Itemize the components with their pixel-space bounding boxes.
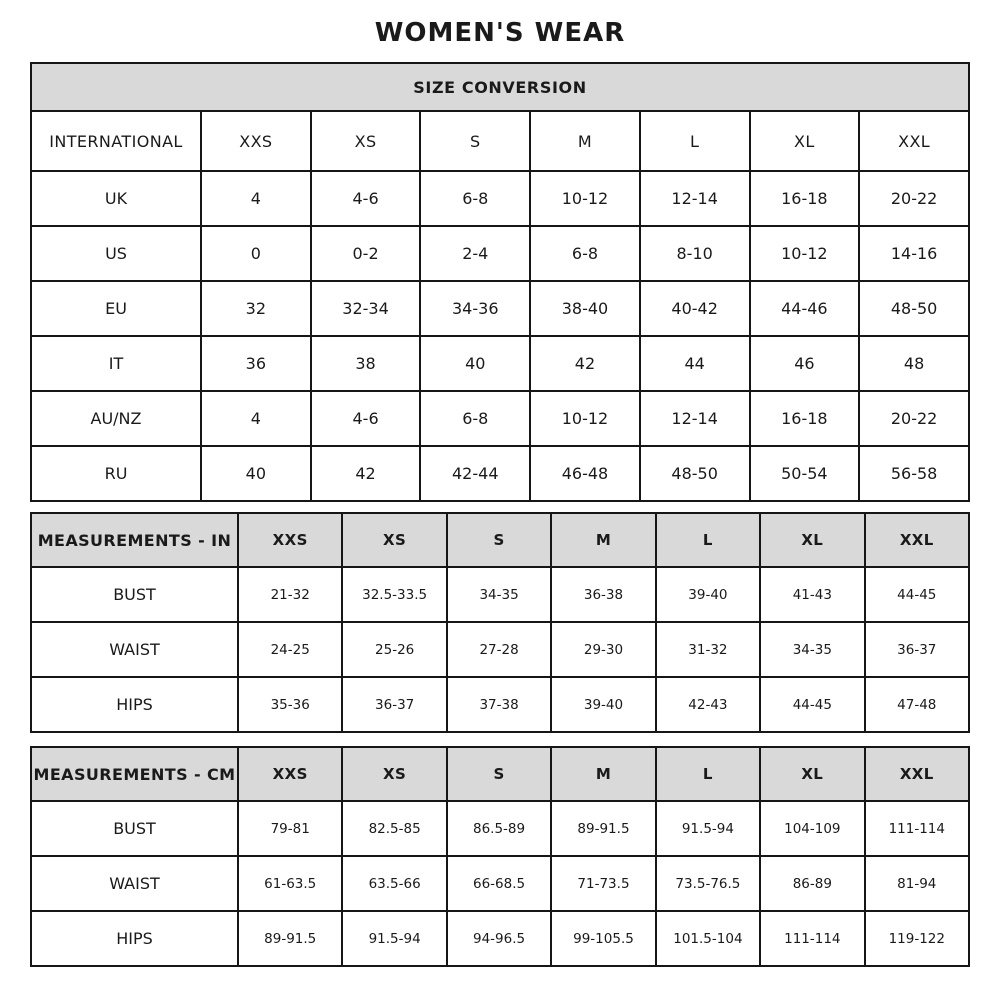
size-value: 38 bbox=[311, 336, 421, 391]
size-value: 16-18 bbox=[750, 391, 860, 446]
measurement-value: 81-94 bbox=[865, 856, 969, 911]
size-value: 42-44 bbox=[420, 446, 530, 501]
table-row bbox=[31, 567, 969, 622]
measurement-value: 32.5-33.5 bbox=[342, 567, 446, 622]
measurement-value: 71-73.5 bbox=[551, 856, 655, 911]
measurement-value: 44-45 bbox=[865, 567, 969, 622]
size-value: 0 bbox=[201, 226, 311, 281]
measurement-value: 39-40 bbox=[656, 567, 760, 622]
row-label: BUST bbox=[31, 567, 238, 622]
size-value: 48-50 bbox=[640, 446, 750, 501]
column-header: XL bbox=[750, 111, 860, 171]
row-label: UK bbox=[31, 171, 201, 226]
size-value: 56-58 bbox=[859, 446, 969, 501]
table-title: MEASUREMENTS - IN bbox=[31, 513, 238, 567]
column-header: M bbox=[551, 513, 655, 567]
size-value: 42 bbox=[311, 446, 421, 501]
measurement-value: 73.5-76.5 bbox=[656, 856, 760, 911]
measurement-value: 86-89 bbox=[760, 856, 864, 911]
size-value: 32-34 bbox=[311, 281, 421, 336]
measurement-value: 37-38 bbox=[447, 677, 551, 732]
size-value: 40 bbox=[201, 446, 311, 501]
table-row bbox=[31, 111, 969, 171]
table-row bbox=[31, 801, 969, 856]
column-header: S bbox=[447, 513, 551, 567]
size-value: 50-54 bbox=[750, 446, 860, 501]
column-header: XS bbox=[342, 747, 446, 801]
column-header: INTERNATIONAL bbox=[31, 111, 201, 171]
measurements-cm-table bbox=[30, 746, 970, 967]
row-label: AU/NZ bbox=[31, 391, 201, 446]
measurement-value: 99-105.5 bbox=[551, 911, 655, 966]
measurement-value: 91.5-94 bbox=[656, 801, 760, 856]
column-header: XXS bbox=[201, 111, 311, 171]
column-header: XL bbox=[760, 747, 864, 801]
measurement-value: 36-37 bbox=[865, 622, 969, 677]
table-row bbox=[31, 226, 969, 281]
row-label: BUST bbox=[31, 801, 238, 856]
column-header: XXL bbox=[865, 513, 969, 567]
measurement-value: 44-45 bbox=[760, 677, 864, 732]
page-title: WOMEN'S WEAR bbox=[374, 18, 626, 48]
column-header: M bbox=[530, 111, 640, 171]
measurement-value: 24-25 bbox=[238, 622, 342, 677]
size-value: 0-2 bbox=[311, 226, 421, 281]
measurement-value: 111-114 bbox=[760, 911, 864, 966]
column-header: XXS bbox=[238, 513, 342, 567]
measurement-value: 36-38 bbox=[551, 567, 655, 622]
table-title: SIZE CONVERSION bbox=[31, 63, 969, 111]
column-header: M bbox=[551, 747, 655, 801]
measurement-value: 79-81 bbox=[238, 801, 342, 856]
measurement-value: 86.5-89 bbox=[447, 801, 551, 856]
table-row bbox=[31, 63, 969, 111]
size-value: 32 bbox=[201, 281, 311, 336]
size-value: 4 bbox=[201, 391, 311, 446]
size-value: 44-46 bbox=[750, 281, 860, 336]
size-value: 46-48 bbox=[530, 446, 640, 501]
size-value: 6-8 bbox=[420, 171, 530, 226]
row-label: RU bbox=[31, 446, 201, 501]
measurement-value: 21-32 bbox=[238, 567, 342, 622]
measurement-value: 42-43 bbox=[656, 677, 760, 732]
table-row bbox=[31, 391, 969, 446]
column-header: S bbox=[420, 111, 530, 171]
measurement-value: 41-43 bbox=[760, 567, 864, 622]
table-row bbox=[31, 513, 969, 567]
size-value: 20-22 bbox=[859, 171, 969, 226]
size-value: 38-40 bbox=[530, 281, 640, 336]
measurement-value: 36-37 bbox=[342, 677, 446, 732]
measurement-value: 89-91.5 bbox=[551, 801, 655, 856]
row-label: EU bbox=[31, 281, 201, 336]
table-row bbox=[31, 281, 969, 336]
size-value: 10-12 bbox=[750, 226, 860, 281]
measurement-value: 27-28 bbox=[447, 622, 551, 677]
row-label: WAIST bbox=[31, 856, 238, 911]
size-value: 14-16 bbox=[859, 226, 969, 281]
size-value: 10-12 bbox=[530, 171, 640, 226]
size-value: 40-42 bbox=[640, 281, 750, 336]
measurement-value: 47-48 bbox=[865, 677, 969, 732]
table-row bbox=[31, 446, 969, 501]
table-row bbox=[31, 747, 969, 801]
measurement-value: 82.5-85 bbox=[342, 801, 446, 856]
measurement-value: 25-26 bbox=[342, 622, 446, 677]
column-header: L bbox=[656, 747, 760, 801]
row-label: US bbox=[31, 226, 201, 281]
size-value: 4-6 bbox=[311, 171, 421, 226]
size-value: 36 bbox=[201, 336, 311, 391]
size-value: 46 bbox=[750, 336, 860, 391]
row-label: IT bbox=[31, 336, 201, 391]
row-label: WAIST bbox=[31, 622, 238, 677]
table-row bbox=[31, 911, 969, 966]
measurement-value: 94-96.5 bbox=[447, 911, 551, 966]
measurement-value: 63.5-66 bbox=[342, 856, 446, 911]
row-label: HIPS bbox=[31, 677, 238, 732]
column-header: S bbox=[447, 747, 551, 801]
column-header: XXL bbox=[859, 111, 969, 171]
column-header: XS bbox=[342, 513, 446, 567]
measurement-value: 91.5-94 bbox=[342, 911, 446, 966]
size-value: 16-18 bbox=[750, 171, 860, 226]
table-row bbox=[31, 856, 969, 911]
size-conversion-table bbox=[30, 62, 970, 502]
measurement-value: 34-35 bbox=[760, 622, 864, 677]
size-value: 6-8 bbox=[420, 391, 530, 446]
table-row bbox=[31, 622, 969, 677]
measurement-value: 119-122 bbox=[865, 911, 969, 966]
measurements-in-table bbox=[30, 512, 970, 733]
measurement-value: 39-40 bbox=[551, 677, 655, 732]
row-label: HIPS bbox=[31, 911, 238, 966]
size-value: 12-14 bbox=[640, 171, 750, 226]
table-title: MEASUREMENTS - CM bbox=[31, 747, 238, 801]
measurement-value: 89-91.5 bbox=[238, 911, 342, 966]
column-header: XS bbox=[311, 111, 421, 171]
table-row bbox=[31, 171, 969, 226]
size-value: 4 bbox=[201, 171, 311, 226]
size-value: 8-10 bbox=[640, 226, 750, 281]
size-value: 42 bbox=[530, 336, 640, 391]
table-row bbox=[31, 336, 969, 391]
column-header: XXS bbox=[238, 747, 342, 801]
measurement-value: 104-109 bbox=[760, 801, 864, 856]
size-value: 20-22 bbox=[859, 391, 969, 446]
size-value: 44 bbox=[640, 336, 750, 391]
size-value: 10-12 bbox=[530, 391, 640, 446]
column-header: L bbox=[656, 513, 760, 567]
measurement-value: 31-32 bbox=[656, 622, 760, 677]
size-value: 6-8 bbox=[530, 226, 640, 281]
measurement-value: 101.5-104 bbox=[656, 911, 760, 966]
measurement-value: 29-30 bbox=[551, 622, 655, 677]
size-value: 48-50 bbox=[859, 281, 969, 336]
size-value: 40 bbox=[420, 336, 530, 391]
measurement-value: 61-63.5 bbox=[238, 856, 342, 911]
column-header: XL bbox=[760, 513, 864, 567]
size-value: 2-4 bbox=[420, 226, 530, 281]
measurement-value: 66-68.5 bbox=[447, 856, 551, 911]
size-value: 34-36 bbox=[420, 281, 530, 336]
table-row bbox=[31, 677, 969, 732]
size-value: 12-14 bbox=[640, 391, 750, 446]
column-header: XXL bbox=[865, 747, 969, 801]
measurement-value: 35-36 bbox=[238, 677, 342, 732]
size-value: 4-6 bbox=[311, 391, 421, 446]
measurement-value: 34-35 bbox=[447, 567, 551, 622]
measurement-value: 111-114 bbox=[865, 801, 969, 856]
column-header: L bbox=[640, 111, 750, 171]
size-value: 48 bbox=[859, 336, 969, 391]
